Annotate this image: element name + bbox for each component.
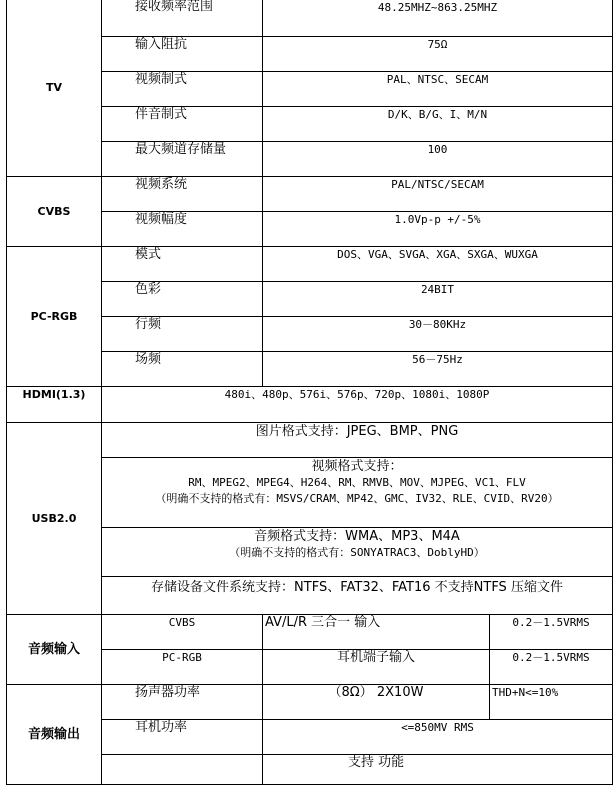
spec-value: 30－80KHz xyxy=(263,317,613,352)
table-row xyxy=(7,0,613,37)
category-usb: USB2.0 xyxy=(7,423,102,615)
audio-in-source: CVBS xyxy=(102,615,263,650)
spec-value: 1.0Vp-p +/-5% xyxy=(263,212,613,247)
spec-value: 24BIT xyxy=(263,282,613,317)
category-audio-input: 音频输入 xyxy=(7,615,102,685)
table-row xyxy=(7,615,613,650)
headphone-power: <=850MV RMS xyxy=(263,720,613,755)
usb-video-formats xyxy=(102,458,613,528)
category-hdmi: HDMI(1.3) xyxy=(7,387,102,423)
audio-in-source: PC-RGB xyxy=(102,650,263,685)
table-row xyxy=(7,423,613,458)
category-audio-output: 音频输出 xyxy=(7,685,102,785)
spec-label xyxy=(102,755,263,785)
speaker-thd: THD+N<=10% xyxy=(490,685,613,720)
table-row xyxy=(7,247,613,282)
spec-value: DOS、VGA、SVGA、XGA、SXGA、WUXGA xyxy=(263,247,613,282)
spec-label: 场频 xyxy=(102,352,263,387)
usb-audio-unsupported: （明确不支持的格式有：SONYATRAC3、DoblyHD） xyxy=(229,546,485,559)
spec-value: 100 xyxy=(263,142,613,177)
table-row xyxy=(7,387,613,423)
spec-label: 最大频道存储量 xyxy=(102,142,263,177)
category-tv: TV xyxy=(7,0,102,177)
usb-video-unsupported: （明确不支持的格式有：MSVS/CRAM、MP42、GMC、IV32、RLE、CVID、RV20） xyxy=(155,492,559,505)
spec-value: PAL、NTSC、SECAM xyxy=(263,72,613,107)
table-row xyxy=(7,685,613,720)
spec-label: 伴音制式 xyxy=(102,107,263,142)
cutoff-row-text: 支持 功能 xyxy=(263,755,613,785)
audio-in-level: 0.2－1.5VRMS xyxy=(490,615,613,650)
spec-sheet xyxy=(6,0,612,770)
category-cvbs: CVBS xyxy=(7,177,102,247)
usb-video-title: 视频格式支持： xyxy=(311,459,403,474)
audio-in-level: 0.2－1.5VRMS xyxy=(490,650,613,685)
spec-label: 输入阻抗 xyxy=(102,37,263,72)
spec-label: 接收频率范围 xyxy=(102,0,263,37)
spec-label: 行频 xyxy=(102,317,263,352)
category-pc-rgb: PC-RGB xyxy=(7,247,102,387)
usb-picture-formats: 图片格式支持：JPEG、BMP、PNG xyxy=(102,423,613,458)
usb-video-list: RM、MPEG2、MPEG4、H264、RM、RMVB、MOV、MJPEG、VC1、FLV xyxy=(188,476,526,489)
speaker-power: （8Ω） 2X10W xyxy=(263,685,490,720)
usb-audio-formats xyxy=(102,528,613,577)
audio-in-desc: 耳机端子输入 xyxy=(263,650,490,685)
spec-value: PAL/NTSC/SECAM xyxy=(263,177,613,212)
spec-value: 48.25MHZ~863.25MHZ xyxy=(263,0,613,37)
audio-in-desc: AV/L/R 三合一 输入 xyxy=(263,615,490,650)
spec-value: D/K、B/G、I、M/N xyxy=(263,107,613,142)
usb-filesystem: 存储设备文件系统支持：NTFS、FAT32、FAT16 不支持NTFS 压缩文件 xyxy=(102,577,613,615)
spec-value: 56－75Hz xyxy=(263,352,613,387)
spec-value: 480i、480p、576i、576p、720p、1080i、1080P xyxy=(102,387,613,423)
spec-value: 75Ω xyxy=(263,37,613,72)
spec-table xyxy=(6,0,613,785)
spec-label: 模式 xyxy=(102,247,263,282)
spec-label: 视频幅度 xyxy=(102,212,263,247)
usb-audio-list: 音频格式支持：WMA、MP3、M4A xyxy=(254,529,460,544)
spec-label: 视频制式 xyxy=(102,72,263,107)
spec-label: 视频系统 xyxy=(102,177,263,212)
spec-label: 色彩 xyxy=(102,282,263,317)
spec-label: 耳机功率 xyxy=(102,720,263,755)
table-row xyxy=(7,177,613,212)
spec-label: 扬声器功率 xyxy=(102,685,263,720)
